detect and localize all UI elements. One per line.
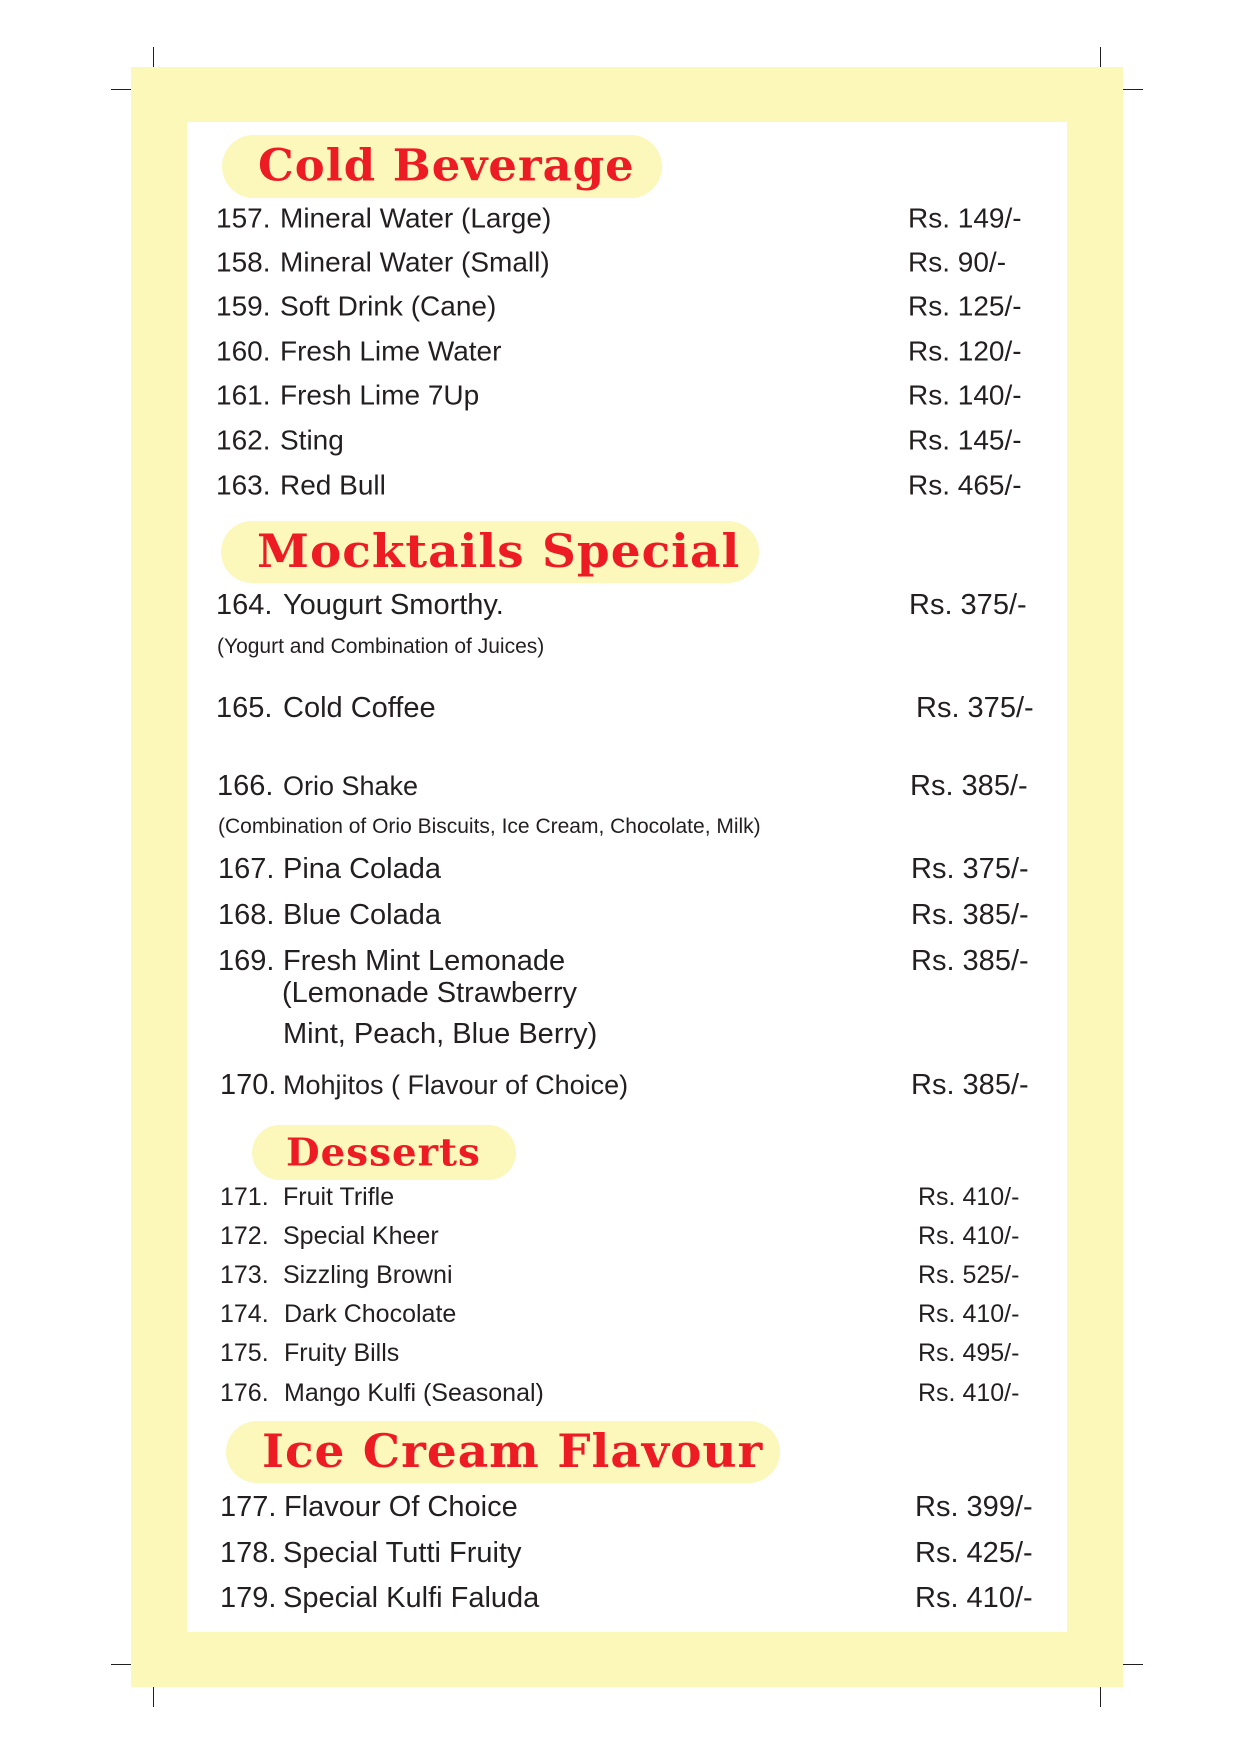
item-price: Rs. 465/- <box>908 469 1022 501</box>
item-name: Flavour Of Choice <box>284 1490 518 1523</box>
item-name: Sting <box>280 424 344 456</box>
item-price: Rs. 410/- <box>918 1222 1020 1251</box>
item-number: 160. <box>216 335 271 367</box>
item-name: Mango Kulfi (Seasonal) <box>284 1379 544 1408</box>
crop-mark-top-left-h <box>111 89 131 90</box>
item-price: Rs. 385/- <box>911 898 1029 931</box>
section-header-desserts <box>252 1125 516 1180</box>
item-number: 176. <box>220 1379 269 1408</box>
crop-mark-bottom-right-h <box>1123 1664 1143 1665</box>
item-price: Rs. 495/- <box>918 1339 1020 1368</box>
item-price: Rs. 425/- <box>915 1536 1033 1569</box>
section-title: Ice Cream Flavour <box>262 1423 764 1478</box>
item-description: (Yogurt and Combination of Juices) <box>217 634 545 658</box>
item-number: 174. <box>220 1300 269 1329</box>
item-name: Special Tutti Fruity <box>283 1536 522 1569</box>
item-name: Special Kulfi Faluda <box>283 1581 540 1614</box>
item-name: Soft Drink (Cane) <box>280 290 497 322</box>
item-name: Special Kheer <box>283 1222 439 1251</box>
item-price: Rs. 125/- <box>908 290 1022 322</box>
item-price: Rs. 375/- <box>909 588 1027 621</box>
item-description-line: Mint, Peach, Blue Berry) <box>283 1017 598 1050</box>
crop-mark-bottom-left-v <box>153 1687 154 1707</box>
item-price: Rs. 410/- <box>918 1379 1020 1408</box>
item-name: Pina Colada <box>283 852 441 885</box>
item-price: Rs. 375/- <box>911 852 1029 885</box>
item-price: Rs. 140/- <box>908 379 1022 411</box>
item-price: Rs. 149/- <box>908 202 1022 234</box>
item-name: Mineral Water (Large) <box>280 202 552 234</box>
crop-mark-bottom-left-h <box>111 1664 131 1665</box>
section-header-cold-beverage <box>222 135 662 198</box>
item-price: Rs. 90/- <box>908 246 1007 278</box>
crop-mark-top-right-h <box>1123 89 1143 90</box>
item-number: 167. <box>218 852 275 885</box>
item-number: 168. <box>218 898 275 931</box>
item-name: Yougurt Smorthy. <box>283 588 504 621</box>
section-title: Cold Beverage <box>258 139 635 191</box>
item-name: Fresh Mint Lemonade <box>283 944 566 977</box>
item-number: 171. <box>220 1183 269 1212</box>
section-header-mocktails-special <box>221 521 759 583</box>
item-name: Blue Colada <box>283 898 441 931</box>
crop-mark-top-left-v <box>153 47 154 67</box>
crop-mark-top-right-v <box>1100 47 1101 67</box>
item-price: Rs. 410/- <box>918 1183 1020 1212</box>
item-name: Fruity Bills <box>284 1339 400 1368</box>
item-name: Mineral Water (Small) <box>280 246 550 278</box>
item-number: 163. <box>216 469 271 501</box>
section-title: Desserts <box>286 1129 481 1175</box>
item-name: Fresh Lime Water <box>280 335 502 367</box>
item-number: 166. <box>217 769 274 802</box>
section-header-ice-cream-flavour <box>226 1421 780 1483</box>
item-description-line: (Lemonade Strawberry <box>282 976 577 1009</box>
item-name: Sizzling Browni <box>283 1261 453 1290</box>
item-description: (Combination of Orio Biscuits, Ice Cream, Chocolate, Milk) <box>218 814 761 838</box>
item-number: 161. <box>216 379 271 411</box>
item-number: 158. <box>216 246 271 278</box>
item-number: 173. <box>220 1261 269 1290</box>
item-number: 170. <box>220 1068 277 1101</box>
item-name: Mohjitos ( Flavour of Choice) <box>283 1069 629 1100</box>
item-price: Rs. 525/- <box>918 1261 1020 1290</box>
item-number: 179. <box>220 1581 277 1614</box>
item-number: 162. <box>216 424 271 456</box>
item-name: Fresh Lime 7Up <box>280 379 480 411</box>
item-number: 172. <box>220 1222 269 1251</box>
item-number: 164. <box>216 588 273 621</box>
item-name: Orio Shake <box>283 770 419 801</box>
crop-mark-bottom-right-v <box>1100 1687 1101 1707</box>
item-price: Rs. 375/- <box>916 691 1034 724</box>
item-price: Rs. 410/- <box>918 1300 1020 1329</box>
item-price: Rs. 120/- <box>908 335 1022 367</box>
item-name: Red Bull <box>280 469 386 501</box>
item-name: Fruit Trifle <box>283 1183 395 1212</box>
item-price: Rs. 385/- <box>910 769 1028 802</box>
item-price: Rs. 399/- <box>915 1490 1033 1523</box>
item-number: 178. <box>220 1536 277 1569</box>
item-number: 157. <box>216 202 271 234</box>
item-price: Rs. 145/- <box>908 424 1022 456</box>
item-price: Rs. 410/- <box>915 1581 1033 1614</box>
item-name: Cold Coffee <box>283 691 436 724</box>
section-title: Mocktails Special <box>257 523 741 578</box>
item-price: Rs. 385/- <box>911 944 1029 977</box>
item-number: 165. <box>216 691 273 724</box>
item-number: 169. <box>218 944 275 977</box>
item-number: 159. <box>216 290 271 322</box>
item-number: 175. <box>220 1339 269 1368</box>
item-name: Dark Chocolate <box>284 1300 457 1329</box>
item-price: Rs. 385/- <box>911 1068 1029 1101</box>
item-number: 177. <box>220 1490 277 1523</box>
